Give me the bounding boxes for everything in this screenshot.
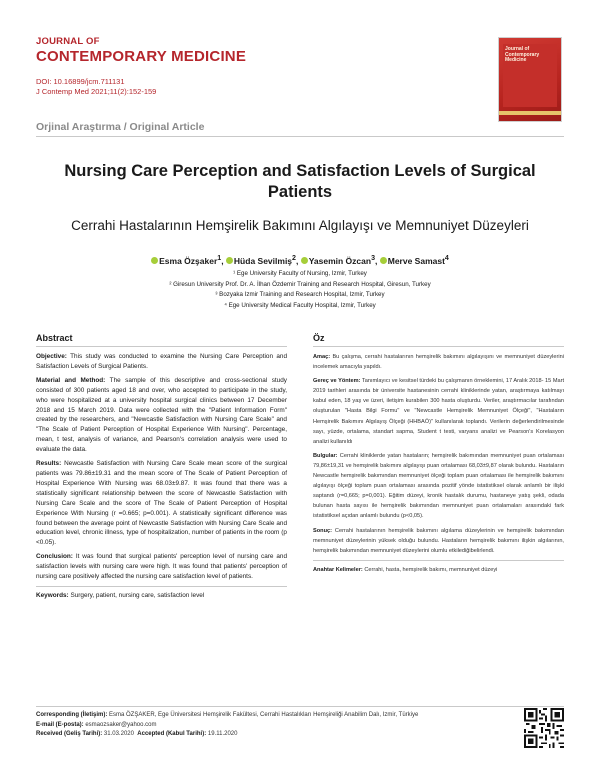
abstract-conclusion: Conclusion: It was found that surgical patients' perception level of nursing care and satisfaction levels with nursing care were high. It was found that patients' perception of nursing care positively affected the nursing care satisfaction level of patients. xyxy=(36,553,288,581)
journal-name: CONTEMPORARY MEDICINE xyxy=(36,48,247,65)
article-title-turkish: Cerrahi Hastalarının Hemşirelik Bakımını Algılayışı ve Memnuniyet Düzeyleri xyxy=(71,218,529,233)
article-title: Nursing Care Perception and Satisfaction Levels of Surgical Patients xyxy=(64,162,536,201)
orcid-icon[interactable] xyxy=(226,257,233,264)
oz-bulgular: Bulgular: Cerrahi kliniklerde yatan hastaların; hemşirelik bakımından memnuniyet puan ortalaması 79,86±19,31 ve hemşirelik bakımını algılayışı puan ortalaması 68,03±9,87 olarak bulundu. Hastaların Newcastle hemşirelik bakımından memnuniyet ölçeği toplam puan ortalaması ile hemşirelik bakımını algılayışı ölçeği toplam puan ortalaması arasında pozitif yönde istatistiksel olarak anlamlı bir ilişki saptandı (r=0,665; p=0,001). Eğitim düzeyi, kronik hastalık durumu, hastaneye yatış şekli, odada bulunan hasta sayısı ile hemşirelik bakımından memnuniyet puan ortalamaları arasındaki fark istatistiksel açıdan anlamlı bulundu (p<0,05). xyxy=(313,452,564,520)
journal-header xyxy=(36,36,396,97)
qr-code-icon[interactable] xyxy=(524,708,564,748)
orcid-icon[interactable] xyxy=(301,257,308,264)
author-name[interactable]: Merve Samast xyxy=(387,255,445,266)
oz-gerec: Gereç ve Yöntem: Tanımlayıcı ve kesitsel türdeki bu çalışmanın örneklemini, 17 Aralık 2018- 15 Mart 2019 tarihleri arasında bir üniversite hastanesinin cerrahi kliniklerinde yatan, araştırmaya katılmayı kabul eden, 18 yaş ve üzeri, iletişim kurabilen 300 hasta oluşturdu. Veriler, araştırmacılar tarafından oluşturulan "Hasta Bilgi Formu" ve "Newcastle Hemşirelik Memnuniyet Ölçeği", "Hastaların Hemşirelik Bakımını Algılayış Ölçeği (HHBAÖ)" kullanılarak toplandı. Verilerin değerlendirilmesinde sayı, yüzde, ortalama, standart sapma, Student t testi, varyans analizi ve Pearson's Korelasyon analizi kullanıldı xyxy=(313,378,565,445)
citation: J Contemp Med 2021;11(2):152-159 xyxy=(36,87,157,96)
article-type: Orjinal Araştırma / Original Article xyxy=(36,121,205,133)
affiliation: ³ Bozyaka Izmir Training and Research Hospital, Izmir, Turkey xyxy=(215,291,385,298)
journal-name-small: JOURNAL OF xyxy=(36,36,100,47)
oz-sonuc: Sonuç: Cerrahi hastalarının hemşirelik bakımını algılama düzeylerinin ve hemşirelik bakımından memnuniyet düzeylerinin yüksek olduğu bulundu. Hastaların hemşirelik bakımını ilişkin algılarının, hemşirelik bakımından memnuniyet düzeylerini olumlu etkilediğibelirlendi. xyxy=(313,527,564,554)
abstract-turkish xyxy=(313,333,564,579)
abstract-english xyxy=(36,333,287,605)
author-name[interactable]: Hüda Sevilmiş xyxy=(233,255,293,266)
abstract-method: Material and Method: The sample of this descriptive and cross-sectional study consisted of 300 patients aged 18 and over, who accepted to participate in the study, who were hospitalized at a university hospital surgical clinics between 17 December 2018 and 15 March 2019. Data were collected with the "Patient Information Form" created by the researchers, and "Newcastle Satisfaction with Nursing Care Scale" and "The Scale of Patient Perception of Hospital Experience With Nursing". Percentage, mean, t test, analysis of variance, and Pearson's correlation analysis were used to evaluate the data. xyxy=(36,376,287,454)
abstract-objective: Objective: This study was conducted to examine the Nursing Care Perception and Satisfaction Levels of Surgical Patients. xyxy=(36,353,287,370)
oz-heading: Öz xyxy=(313,333,564,347)
journal-cover-image: Journal of Contemporary Medicine xyxy=(498,37,562,122)
affiliations xyxy=(40,269,560,311)
divider xyxy=(36,706,564,707)
doi-link[interactable]: DOI: 10.16899/jcm.711131 xyxy=(36,77,125,86)
abstract-keywords: Keywords: Surgery, patient, nursing care, satisfaction level xyxy=(36,586,287,601)
orcid-icon[interactable] xyxy=(151,257,158,264)
author-name[interactable]: Yasemin Özcan xyxy=(308,255,372,266)
oz-keywords: Anahtar Kelimeler: Cerrahi, hasta, hemşirelik bakımı, memnuniyet düzeyi xyxy=(313,560,564,575)
affiliation: ⁴ Ege University Medical Faculty Hospital, Izmir, Turkey xyxy=(224,301,376,309)
affiliation: ¹ Ege University Faculty of Nursing, Izmir, Turkey xyxy=(233,270,367,277)
divider xyxy=(36,136,564,137)
correspondence-footer: Corresponding (İletişim): Esma ÖZŞAKER, Ege Üniversitesi Hemşirelik Fakültesi, Cerrahi Hastalıkları Hemşireliği Anabilim Dalı, Izmir, Türkiye E-mail (E-posta): esmaozsaker@yahoo.com Received (Geliş Tarihi): 31.03.2020 Accepted (Kabul Tarihi): 19.11.2020 xyxy=(36,712,419,737)
affiliation: ² Giresun University Prof. Dr. A. İlhan Özdemir Training and Research Hospital, Giresun, Turkey xyxy=(169,280,431,288)
author-list: Esma Özşaker$^1$, Hüda Sevilmiş$^2$, Yasemin Özcan$^3$, Merve Samast$^4$ xyxy=(40,254,560,266)
email-link[interactable]: esmaozsaker@yahoo.com xyxy=(85,721,157,728)
oz-amac: Amaç: Bu çalışma, cerrahi hastalarının hemşirelik bakımını algılayışını ve memnuniyet düzeylerini incelemek amacıyla yapıldı. xyxy=(313,354,564,371)
author-name[interactable]: Esma Özşaker xyxy=(159,255,218,266)
orcid-icon[interactable] xyxy=(380,257,387,264)
abstract-heading: Abstract xyxy=(36,333,287,347)
abstract-results: Results: Newcastle Satisfaction with Nursing Care Scale mean score of the surgical patients was 79.86±19.31 and the mean score of The Scale of Patient Perception of Hospital Experience With Nursing was 68.03±9.87. It was found that there was a statistically significant relationship between the score of Newcastle Satisfaction with Nursing Care Scale and the score of The Scale of Patient Perception of Hospital Experience With Nursing (r =0.665; p=0.001). A statistically significant difference was found between the average point of Newcastle Satisfaction with Nursing Care Scale and education level, chronic illness, type of hospitalization, number of patients in the room (p <0.05). xyxy=(36,460,288,547)
